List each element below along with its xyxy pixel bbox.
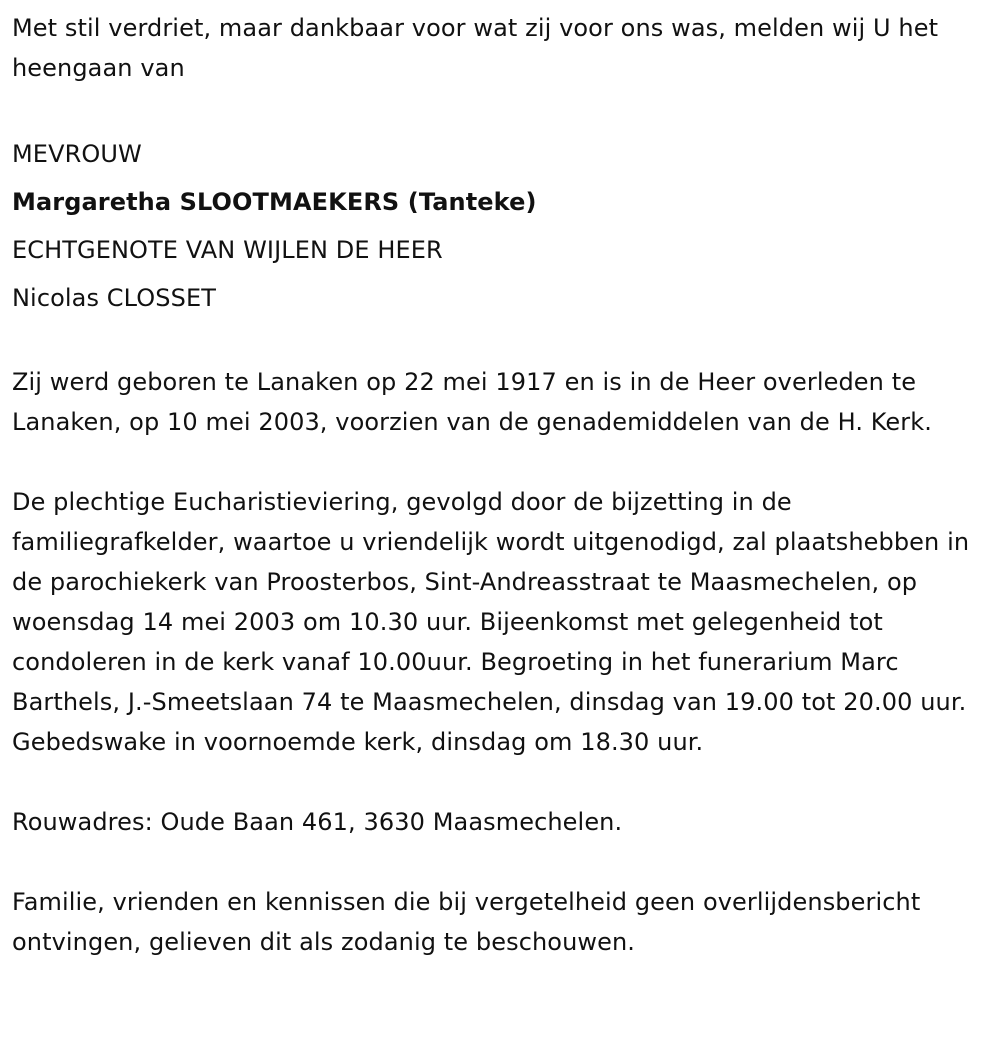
spouse-title: ECHTGENOTE VAN WIJLEN DE HEER	[12, 236, 443, 264]
deceased-block	[12, 130, 988, 322]
title-line: MEVROUW	[12, 140, 142, 168]
closing-text: Familie, vrienden en kennissen die bij vergetelheid geen overlijdensbericht ontvingen, gelieven dit als zodanig te beschouwen.	[12, 888, 921, 956]
mourning-address: Rouwadres: Oude Baan 461, 3630 Maasmechelen.	[12, 808, 623, 836]
ceremony-text: De plechtige Eucharistieviering, gevolgd door de bijzetting in de familiegrafkelder, waartoe u vriendelijk wordt uitgenodigd, zal plaatshebben in de parochiekerk van Proosterbos, Sint-Andreasstraat te Maasmechelen, op woensdag 14 mei 2003 om 10.30 uur. Bijeenkomst met gelegenheid tot condoleren in de kerk vanaf 10.00uur. Begroeting in het funerarium Marc Barthels, J.-Smeetslaan 74 te Maasmechelen, dinsdag van 19.00 tot 20.00 uur. Gebedswake in voornoemde kerk, dinsdag om 18.30 uur.	[12, 488, 970, 756]
spouse-name: Nicolas CLOSSET	[12, 284, 216, 312]
birth-death-text: Zij werd geboren te Lanaken op 22 mei 1917 en is in de Heer overleden te Lanaken, op 10 mei 2003, voorzien van de genademiddelen van de H. Kerk.	[12, 368, 932, 436]
deceased-name: Margaretha SLOOTMAEKERS (Tanteke)	[12, 188, 537, 216]
intro-text: Met stil verdriet, maar dankbaar voor wat zij voor ons was, melden wij U het heengaan van	[12, 14, 939, 82]
